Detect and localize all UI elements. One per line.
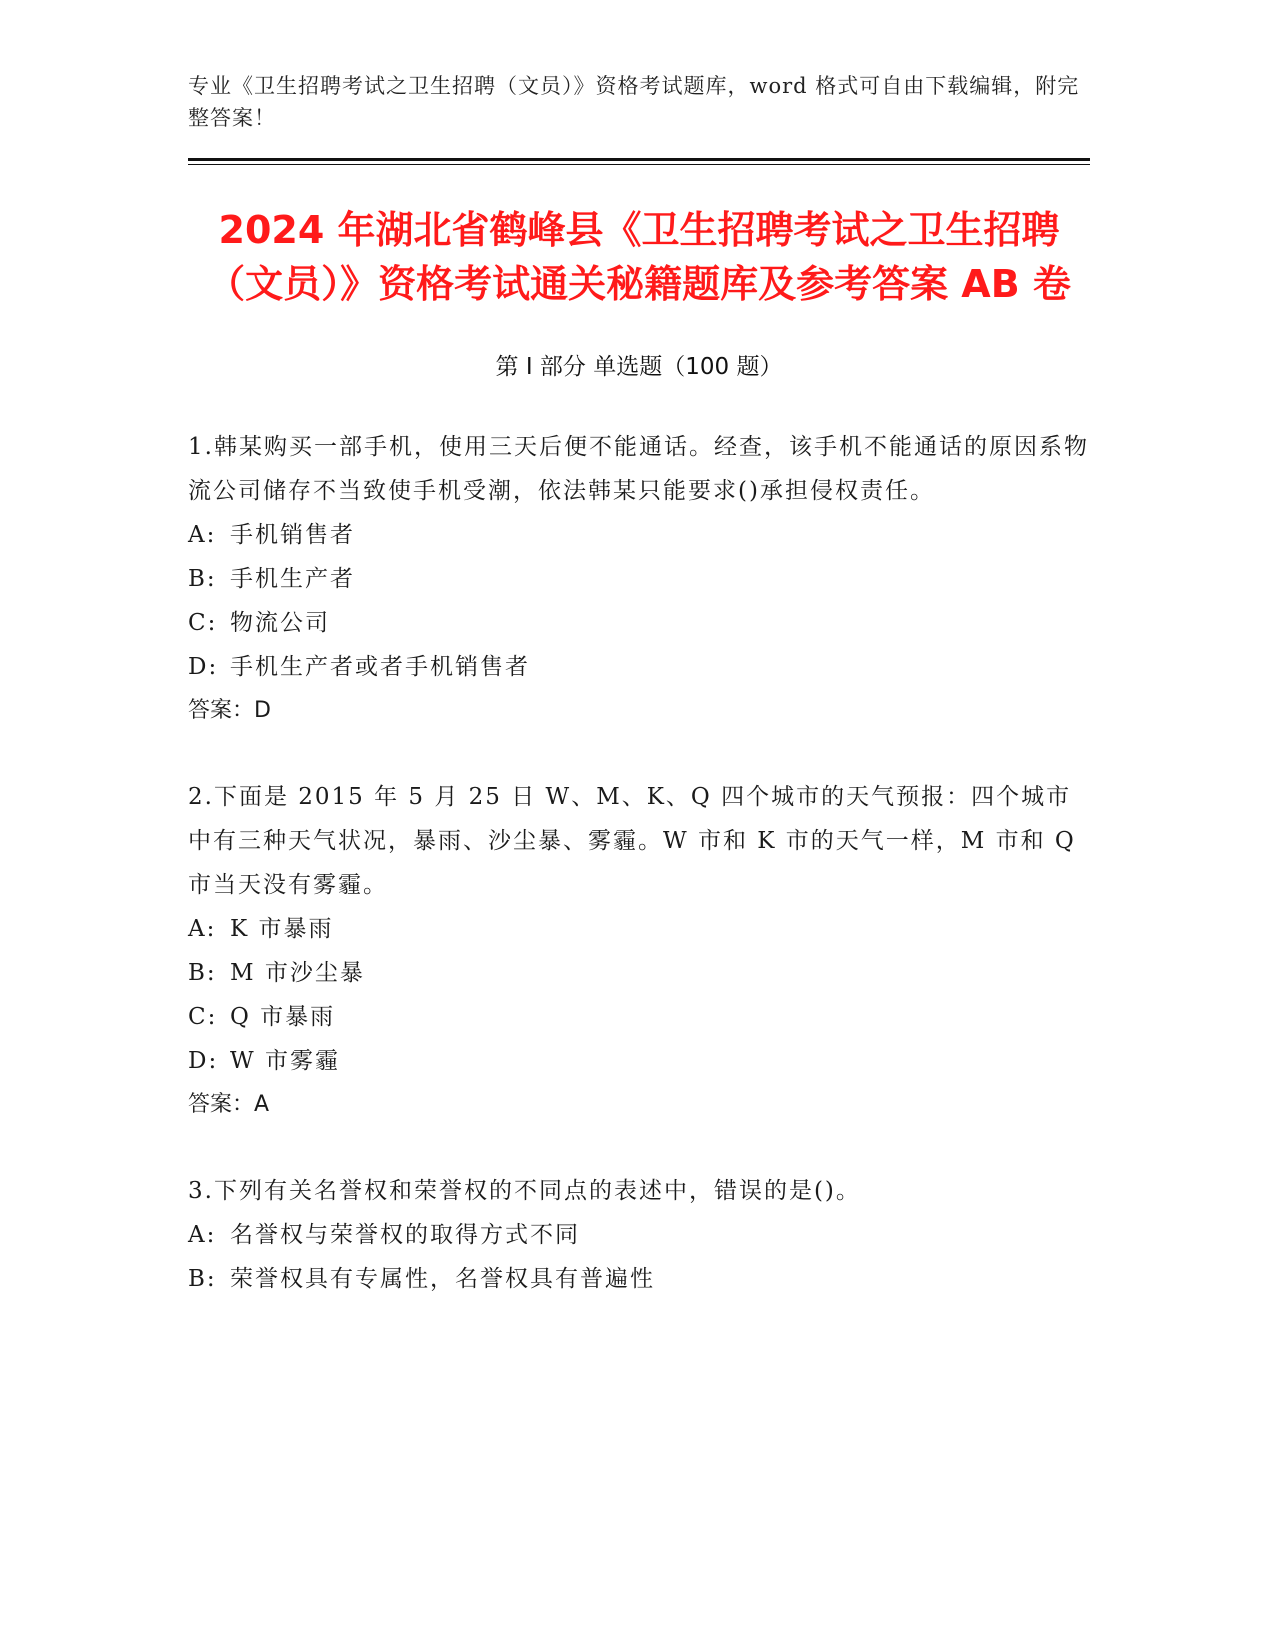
question-1 <box>188 425 1090 733</box>
option-key: A: <box>188 1222 217 1248</box>
option-a <box>188 907 1090 951</box>
question-3 <box>188 1169 1090 1301</box>
option-b <box>188 1257 1090 1301</box>
header-divider <box>188 158 1090 165</box>
option-text: Q 市暴雨 <box>230 1004 336 1030</box>
option-b <box>188 951 1090 995</box>
option-c <box>188 995 1090 1039</box>
option-a <box>188 1213 1090 1257</box>
question-list <box>188 425 1090 1301</box>
option-key: B: <box>188 566 217 592</box>
question-text: 2.下面是 2015 年 5 月 25 日 W、M、K、Q 四个城市的天气预报：四个城市中有三种天气状况，暴雨、沙尘暴、雾霾。W 市和 K 市的天气一样，M 市和 Q 市当天没有雾霾。 <box>188 784 1076 898</box>
option-a <box>188 513 1090 557</box>
document-title: 2024 年湖北省鹤峰县《卫生招聘考试之卫生招聘（文员）》资格考试通关秘籍题库及参考答案 AB 卷 <box>207 208 1071 306</box>
option-key: C: <box>188 610 218 636</box>
option-text: 名誉权与荣誉权的取得方式不同 <box>230 1222 580 1248</box>
option-key: B: <box>188 1266 217 1292</box>
divider-thick-line <box>188 158 1090 161</box>
answer: 答案：D <box>188 698 271 723</box>
option-text: K 市暴雨 <box>230 916 334 942</box>
option-text: 物流公司 <box>230 610 330 636</box>
option-key: A: <box>188 522 217 548</box>
option-key: D: <box>188 1048 219 1074</box>
option-text: 荣誉权具有专属性，名誉权具有普遍性 <box>230 1266 655 1292</box>
option-b <box>188 557 1090 601</box>
option-text: 手机生产者 <box>230 566 355 592</box>
question-2 <box>188 775 1090 1127</box>
option-text: 手机生产者或者手机销售者 <box>230 654 530 680</box>
option-d <box>188 1039 1090 1083</box>
option-key: C: <box>188 1004 218 1030</box>
option-text: 手机销售者 <box>230 522 355 548</box>
option-d <box>188 645 1090 689</box>
divider-thin-line <box>188 164 1090 165</box>
option-text: M 市沙尘暴 <box>230 960 365 986</box>
question-text: 1.韩某购买一部手机，使用三天后便不能通话。经查，该手机不能通话的原因系物流公司储存不当致使手机受潮，依法韩某只能要求()承担侵权责任。 <box>188 434 1089 504</box>
option-key: D: <box>188 654 219 680</box>
document-page <box>188 70 1090 1343</box>
option-text: W 市雾霾 <box>230 1048 340 1074</box>
question-text: 3.下列有关名誉权和荣誉权的不同点的表述中，错误的是()。 <box>188 1178 861 1204</box>
option-c <box>188 601 1090 645</box>
option-key: A: <box>188 916 217 942</box>
header-note: 专业《卫生招聘考试之卫生招聘（文员）》资格考试题库，word 格式可自由下载编辑，附完整答案！ <box>188 74 1080 130</box>
option-key: B: <box>188 960 217 986</box>
section-title: 第 I 部分 单选题（100 题） <box>495 354 783 380</box>
answer: 答案：A <box>188 1092 270 1117</box>
